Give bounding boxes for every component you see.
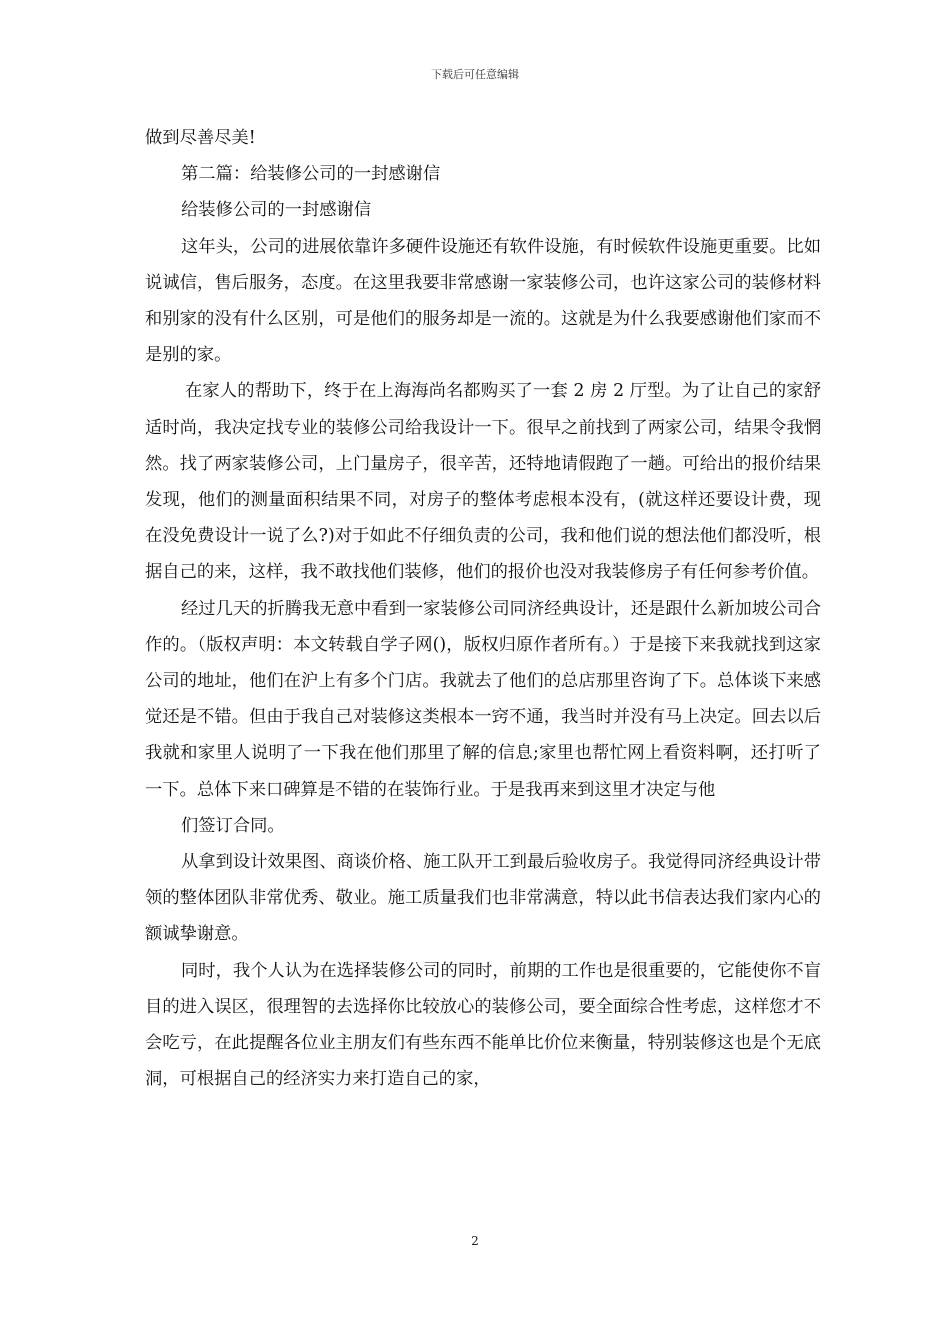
paragraph-house-purchase: 在家人的帮助下，终于在上海海尚名都购买了一套 2 房 2 厅型。为了让自己的家舒适时尚，我决定找专业的装修公司给我设计一下。很早之前找到了两家公司，结果令我惘然。找了两家装修公司，上门量房子，很辛苦，还特地请假跑了一趟。可给出的报价结果发现，他们的测量面积结果不同，对房子的整体考虑根本没有，(就这样还要设计费，现在没免费设计一说了么?)对于如此不仔细负责的公司，我和他们说的想法他们都没听，根据自己的来，这样，我不敢找他们装修，他们的报价也没对我装修房子有任何参考价值。 [145,381,821,583]
page-number: 2 [471,1234,479,1248]
paragraph-finding-company: 经过几天的折腾我无意中看到一家装修公司同济经典设计，还是跟什么新加坡公司合作的。（版权声明：本文转载自学子网()，版权归原作者所有。）于是接下来我就找到这家公司的地址，他们在沪上有多个门店。我就去了他们的总店那里咨询了下。总体谈下来感觉还是不错。但由于我自己对装修这类根本一窍不通，我当时并没有马上决定。回去以后我就和家里人说明了一下我在他们那里了解的信息;家里也帮忙网上看资料啊，还打听了一下。总体下来口碑算是不错的在装饰行业。于是我再来到这里才决定与他 [145,598,821,800]
paragraph-satisfaction: 从拿到设计效果图、商谈价格、施工队开工到最后验收房子。我觉得同济经典设计带领的整体团队非常优秀、敬业。施工质量我们也非常满意，特以此书信表达我们家内心的额诚挚谢意。 [145,852,821,945]
section-heading: 第二篇：给装修公司的一封感谢信 [181,164,441,185]
paragraph-advice: 同时，我个人认为在选择装修公司的同时，前期的工作也是很重要的，它能使你不盲目的进入误区，很理智的去选择你比较放心的装修公司，要全面综合性考虑，这样您才不会吃亏，在此提醒各位业主朋友们有些东西不能单比价位来衡量，特别装修这也是个无底洞，可根据自己的经济实力来打造自己的家， [145,960,821,1090]
letter-title: 给装修公司的一封感谢信 [181,200,372,221]
paragraph-intro: 这年头，公司的进展依靠许多硬件设施还有软件设施，有时候软件设施更重要。比如说诚信，售后服务，态度。在这里我要非常感谢一家装修公司，也许这家公司的装修材料和别家的没有什么区别，可是他们的服务却是一流的。这就是为什么我要感谢他们家而不是别的家。 [145,236,821,366]
page-header: 下载后可任意编辑 [431,68,519,81]
document-body [145,120,821,1097]
paragraph-closing-line: 做到尽善尽美! [145,128,256,148]
paragraph-contract: 们签订合同。 [181,815,285,836]
